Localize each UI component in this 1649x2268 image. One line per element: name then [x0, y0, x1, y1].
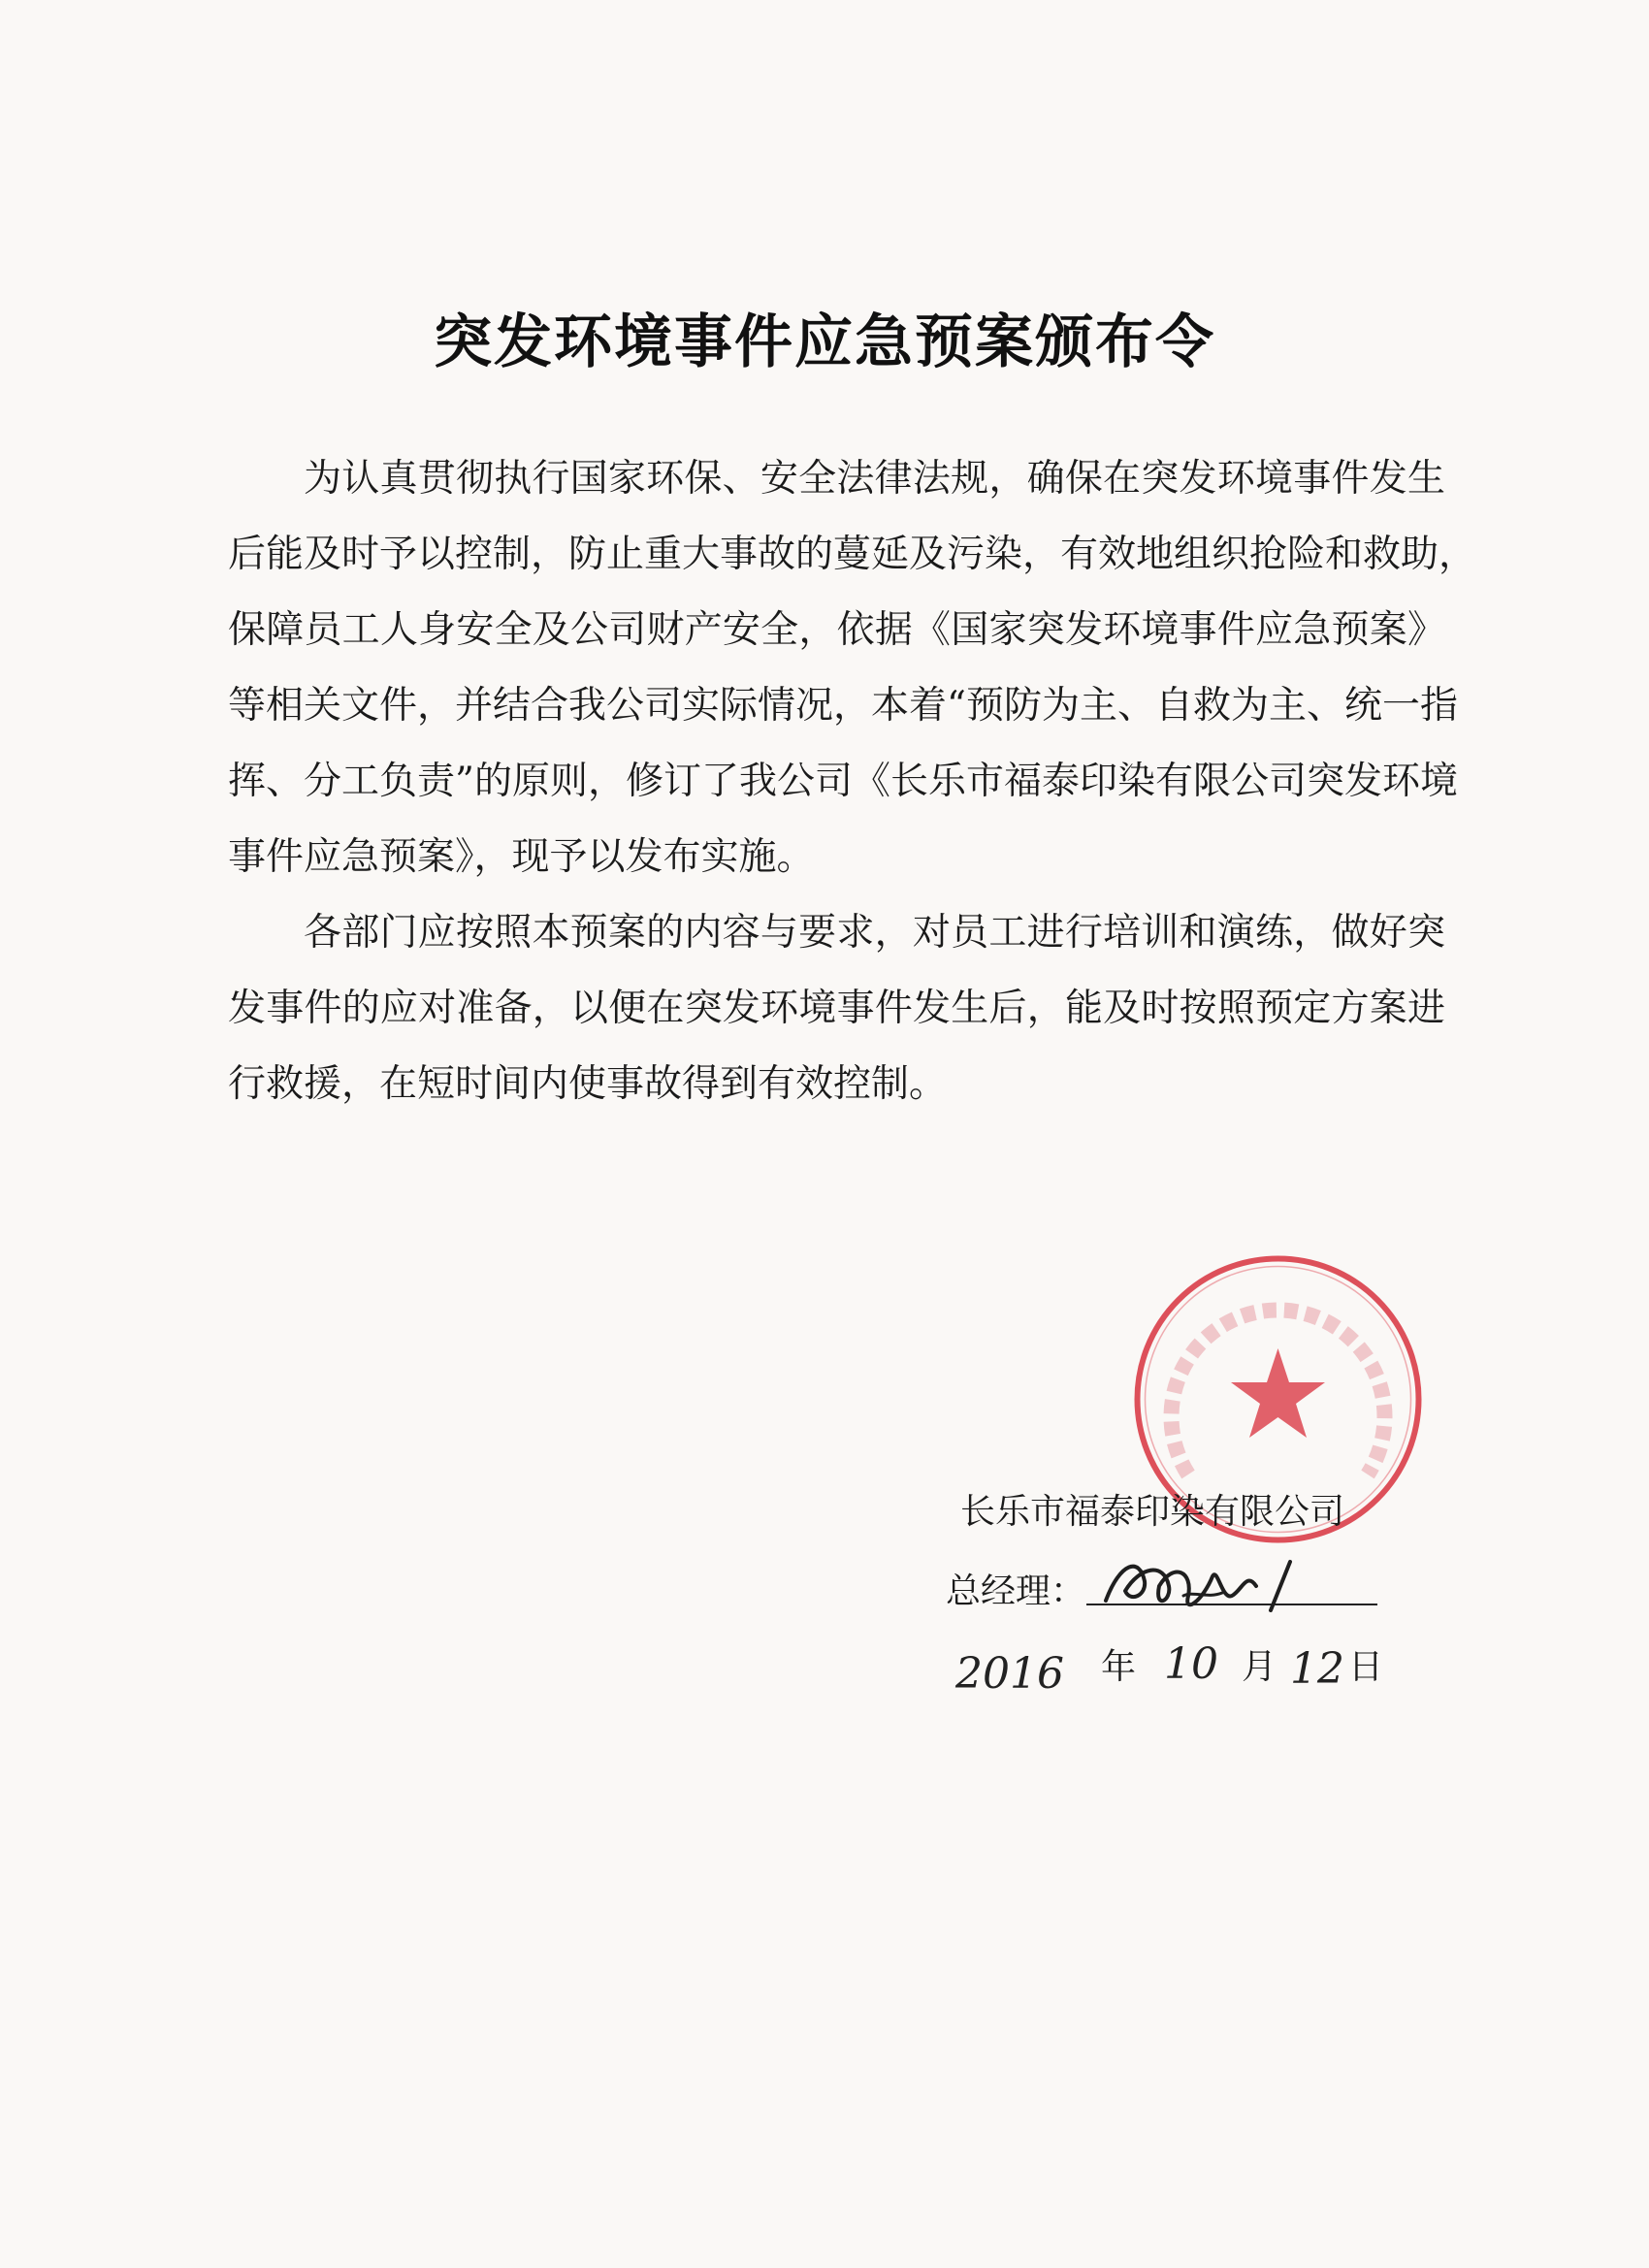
paragraph-line: 保障员工人身安全及公司财产安全，依据《国家突发环境事件应急预案》 [228, 608, 1445, 652]
document-title: 突发环境事件应急预案颁布令 [434, 308, 1215, 376]
signature-line [1086, 1604, 1377, 1605]
paragraph-line: 各部门应按照本预案的内容与要求，对员工进行培训和演练，做好突 [304, 911, 1445, 955]
date-month-unit: 月 [1242, 1647, 1277, 1687]
paragraph-line: 等相关文件，并结合我公司实际情况，本着“预防为主、自救为主、统一指 [228, 684, 1458, 728]
general-manager-label: 总经理： [946, 1571, 1086, 1611]
date-year-unit: 年 [1101, 1647, 1137, 1687]
company-name: 长乐市福泰印染有限公司 [960, 1492, 1345, 1532]
seal-star-icon [1231, 1348, 1325, 1438]
paragraph-line: 行救援，在短时间内使事故得到有效控制。 [228, 1062, 948, 1106]
paragraph-line: 挥、分工负责”的原则，修订了我公司《长乐市福泰印染有限公司突发环境 [228, 760, 1458, 803]
document-body [228, 441, 1477, 1122]
paragraph-2 [228, 895, 1445, 1122]
date-month: 10 [1164, 1639, 1218, 1689]
date-day: 12 [1290, 1644, 1344, 1694]
paragraph-line: 后能及时予以控制，防止重大事故的蔓延及污染，有效地组织抢险和救助， [228, 533, 1477, 576]
paragraph-line: 发事件的应对准备，以便在突发环境事件发生后，能及时按照预定方案进 [228, 987, 1445, 1030]
date-day-unit: 日 [1348, 1647, 1384, 1687]
paragraph-line: 为认真贯彻执行国家环保、安全法律法规，确保在突发环境事件发生 [304, 457, 1445, 501]
handwritten-signature [1086, 1542, 1377, 1630]
paragraph-1 [228, 441, 1477, 895]
date-year: 2016 [955, 1649, 1064, 1699]
paragraph-line: 事件应急预案》，现予以发布实施。 [228, 835, 815, 879]
signature-date [955, 1639, 1402, 1727]
